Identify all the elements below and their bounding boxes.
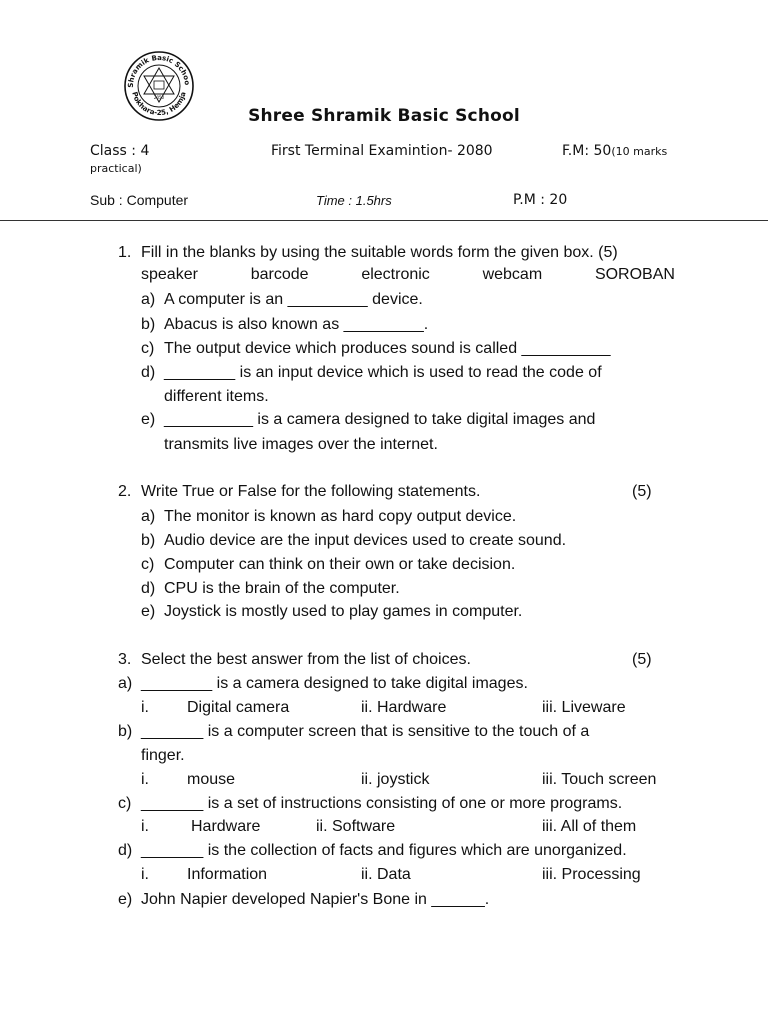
word-item: barcode [250,266,309,283]
q1-e-text-cont: transmits live images over the internet. [164,436,438,453]
exam-time: Time : 1.5hrs [316,193,392,208]
q3-c-label: c) [118,795,132,812]
q2-a-text: The monitor is known as hard copy output device. [164,508,517,525]
full-marks-note-cont: practical) [90,162,142,175]
q2-c-label: c) [141,556,155,573]
q1-c-text: The output device which produces sound is called __________ [164,340,611,357]
q1-a-text: A computer is an _________ device. [164,291,423,308]
q1-b-label: b) [141,316,156,333]
svg-text:Shramik Basic School: Shramik Basic Schoo [126,53,192,88]
q3-b-opt1: mouse [187,771,236,788]
q3-d-text: _______ is the collection of facts and figures which are unorganized. [141,842,627,859]
subject: Sub : Computer [90,192,189,208]
word-item: speaker [141,266,198,283]
q3-e-label: e) [118,891,133,908]
q3-a-text: ________ is a camera designed to take digital images. [141,675,528,692]
q2-d-text: CPU is the brain of the computer. [164,580,400,597]
q1-a-label: a) [141,291,156,308]
q3-a-label: a) [118,675,133,692]
q2-marks: (5) [632,483,652,500]
header-divider [0,220,768,221]
full-marks-note: (10 marks [611,145,668,158]
q3-a-opt-num: i. [141,699,149,716]
q2-e-label: e) [141,603,156,620]
q3-d-opt-num: i. [141,866,149,883]
word-item: webcam [482,266,543,283]
q3-c-text: _______ is a set of instructions consisting of one or more programs. [141,795,623,812]
q3-text: Select the best answer from the list of choices. [141,651,471,668]
q1-e-label: e) [141,411,156,428]
pass-marks: P.M : 20 [513,192,568,208]
q2-d-label: d) [141,580,156,597]
q1-c-label: c) [141,340,155,357]
q3-marks: (5) [632,651,652,668]
svg-text:2050: 2050 [153,95,165,100]
q1-d-text-cont: different items. [164,388,269,405]
full-marks-value: F.M: 50 [562,143,612,159]
q1-d-label: d) [141,364,156,381]
q1-d-text: ________ is an input device which is used to read the code of [164,364,602,381]
q2-b-label: b) [141,532,156,549]
q1-e-text: __________ is a camera designed to take digital images and [164,411,596,428]
q3-b-opt3: iii. Touch screen [542,771,657,788]
svg-text:Pokhara-25, Hemja: Pokhara-25, Hemja [130,90,188,118]
q3-b-label: b) [118,723,133,740]
q1-text: Fill in the blanks by using the suitable words form the given box. (5) [141,244,618,261]
q2-b-text: Audio device are the input devices used to create sound. [164,532,567,549]
q3-d-opt2: ii. Data [361,866,411,883]
q3-c-opt2: ii. Software [316,818,396,835]
q3-d-opt1: Information [187,866,268,883]
word-item: electronic [361,266,430,283]
word-item: SOROBAN [594,266,675,283]
q2-e-text: Joystick is mostly used to play games in computer. [164,603,523,620]
q3-b-opt2: ii. joystick [361,771,430,788]
q3-b-opt-num: i. [141,771,149,788]
school-name: Shree Shramik Basic School [248,106,520,126]
q3-d-opt3: iii. Processing [542,866,641,883]
q1-number: 1. [118,244,132,261]
q2-a-label: a) [141,508,156,525]
q2-text: Write True or False for the following statements. [141,483,481,500]
class-label: Class : 4 [90,143,150,159]
q2-number: 2. [118,483,132,500]
q1-word-box [141,266,675,284]
q3-a-opt3: iii. Liveware [542,699,626,716]
q3-d-label: d) [118,842,133,859]
q3-e-text: John Napier developed Napier's Bone in ______. [141,891,490,908]
q3-c-opt3: iii. All of them [542,818,637,835]
exam-title: First Terminal Examintion- 2080 [271,143,493,159]
full-marks [562,143,667,159]
q2-c-text: Computer can think on their own or take decision. [164,556,516,573]
q3-a-opt2: ii. Hardware [361,699,447,716]
q3-b-text: _______ is a computer screen that is sensitive to the touch of a [141,723,590,740]
q3-c-opt-num: i. [141,818,149,835]
q3-a-opt1: Digital camera [187,699,290,716]
q3-b-text-cont: finger. [141,747,185,764]
q3-c-opt1: Hardware [191,818,261,835]
q3-number: 3. [118,651,132,668]
q1-b-text: Abacus is also known as _________. [164,316,429,333]
